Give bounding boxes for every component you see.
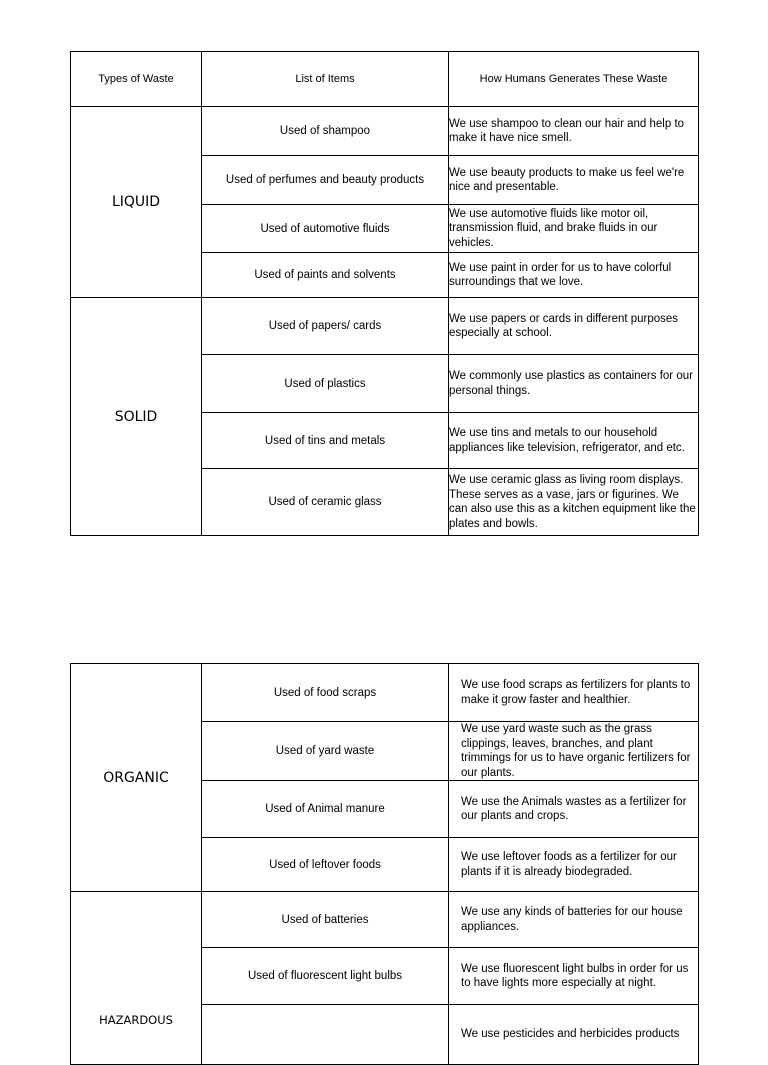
how-cell: We use ceramic glass as living room displays. These serves as a vase, jars or figurines. We can also use this as a kitchen equipment like the plates and bowls.	[449, 469, 699, 536]
item-cell: Used of Animal manure	[202, 781, 449, 838]
item-cell: Used of ceramic glass	[202, 469, 449, 536]
header-list-of-items: List of Items	[202, 52, 449, 107]
item-cell: Used of food scraps	[202, 664, 449, 722]
item-cell: Used of paints and solvents	[202, 253, 449, 298]
category-liquid: LIQUID	[71, 107, 202, 298]
how-cell: We use papers or cards in different purposes especially at school.	[449, 298, 699, 355]
how-cell: We use tins and metals to our household appliances like television, refrigerator, and etc.	[449, 413, 699, 469]
header-how-generated: How Humans Generates These Waste	[449, 52, 699, 107]
how-cell: We use pesticides and herbicides products	[449, 1005, 699, 1065]
how-cell: We use yard waste such as the grass clippings, leaves, branches, and plant trimmings for us to have organic fertilizers for our plants.	[449, 722, 699, 781]
waste-table-liquid-solid	[70, 51, 699, 536]
table-row	[71, 892, 699, 948]
how-cell: We use automotive fluids like motor oil, transmission fluid, and brake fluids in our vehicles.	[449, 205, 699, 253]
table-row	[71, 298, 699, 355]
category-hazardous-label: HAZARDOUS	[99, 1012, 173, 1027]
item-cell: Used of shampoo	[202, 107, 449, 156]
item-cell: Used of yard waste	[202, 722, 449, 781]
how-cell: We use paint in order for us to have colorful surroundings that we love.	[449, 253, 699, 298]
item-cell: Used of leftover foods	[202, 838, 449, 892]
category-solid: SOLID	[71, 298, 202, 536]
how-cell: We use fluorescent light bulbs in order for us to have lights more especially at night.	[449, 948, 699, 1005]
table-row	[71, 107, 699, 156]
how-cell: We use the Animals wastes as a fertilizer for our plants and crops.	[449, 781, 699, 838]
item-cell: Used of tins and metals	[202, 413, 449, 469]
item-cell	[202, 1005, 449, 1065]
how-cell: We commonly use plastics as containers for our personal things.	[449, 355, 699, 413]
item-cell: Used of batteries	[202, 892, 449, 948]
category-organic: ORGANIC	[71, 664, 202, 892]
how-cell: We use leftover foods as a fertilizer for our plants if it is already biodegraded.	[449, 838, 699, 892]
table-row	[71, 664, 699, 722]
how-cell: We use food scraps as fertilizers for plants to make it grow faster and healthier.	[449, 664, 699, 722]
how-cell: We use shampoo to clean our hair and help to make it have nice smell.	[449, 107, 699, 156]
category-hazardous	[71, 892, 202, 1065]
item-cell: Used of automotive fluids	[202, 205, 449, 253]
item-cell: Used of fluorescent light bulbs	[202, 948, 449, 1005]
item-cell: Used of plastics	[202, 355, 449, 413]
header-types-of-waste: Types of Waste	[71, 52, 202, 107]
how-cell: We use any kinds of batteries for our house appliances.	[449, 892, 699, 948]
header-row	[71, 52, 699, 107]
item-cell: Used of perfumes and beauty products	[202, 156, 449, 205]
how-cell: We use beauty products to make us feel we're nice and presentable.	[449, 156, 699, 205]
item-cell: Used of papers/ cards	[202, 298, 449, 355]
waste-table-organic-hazardous	[70, 663, 699, 1065]
